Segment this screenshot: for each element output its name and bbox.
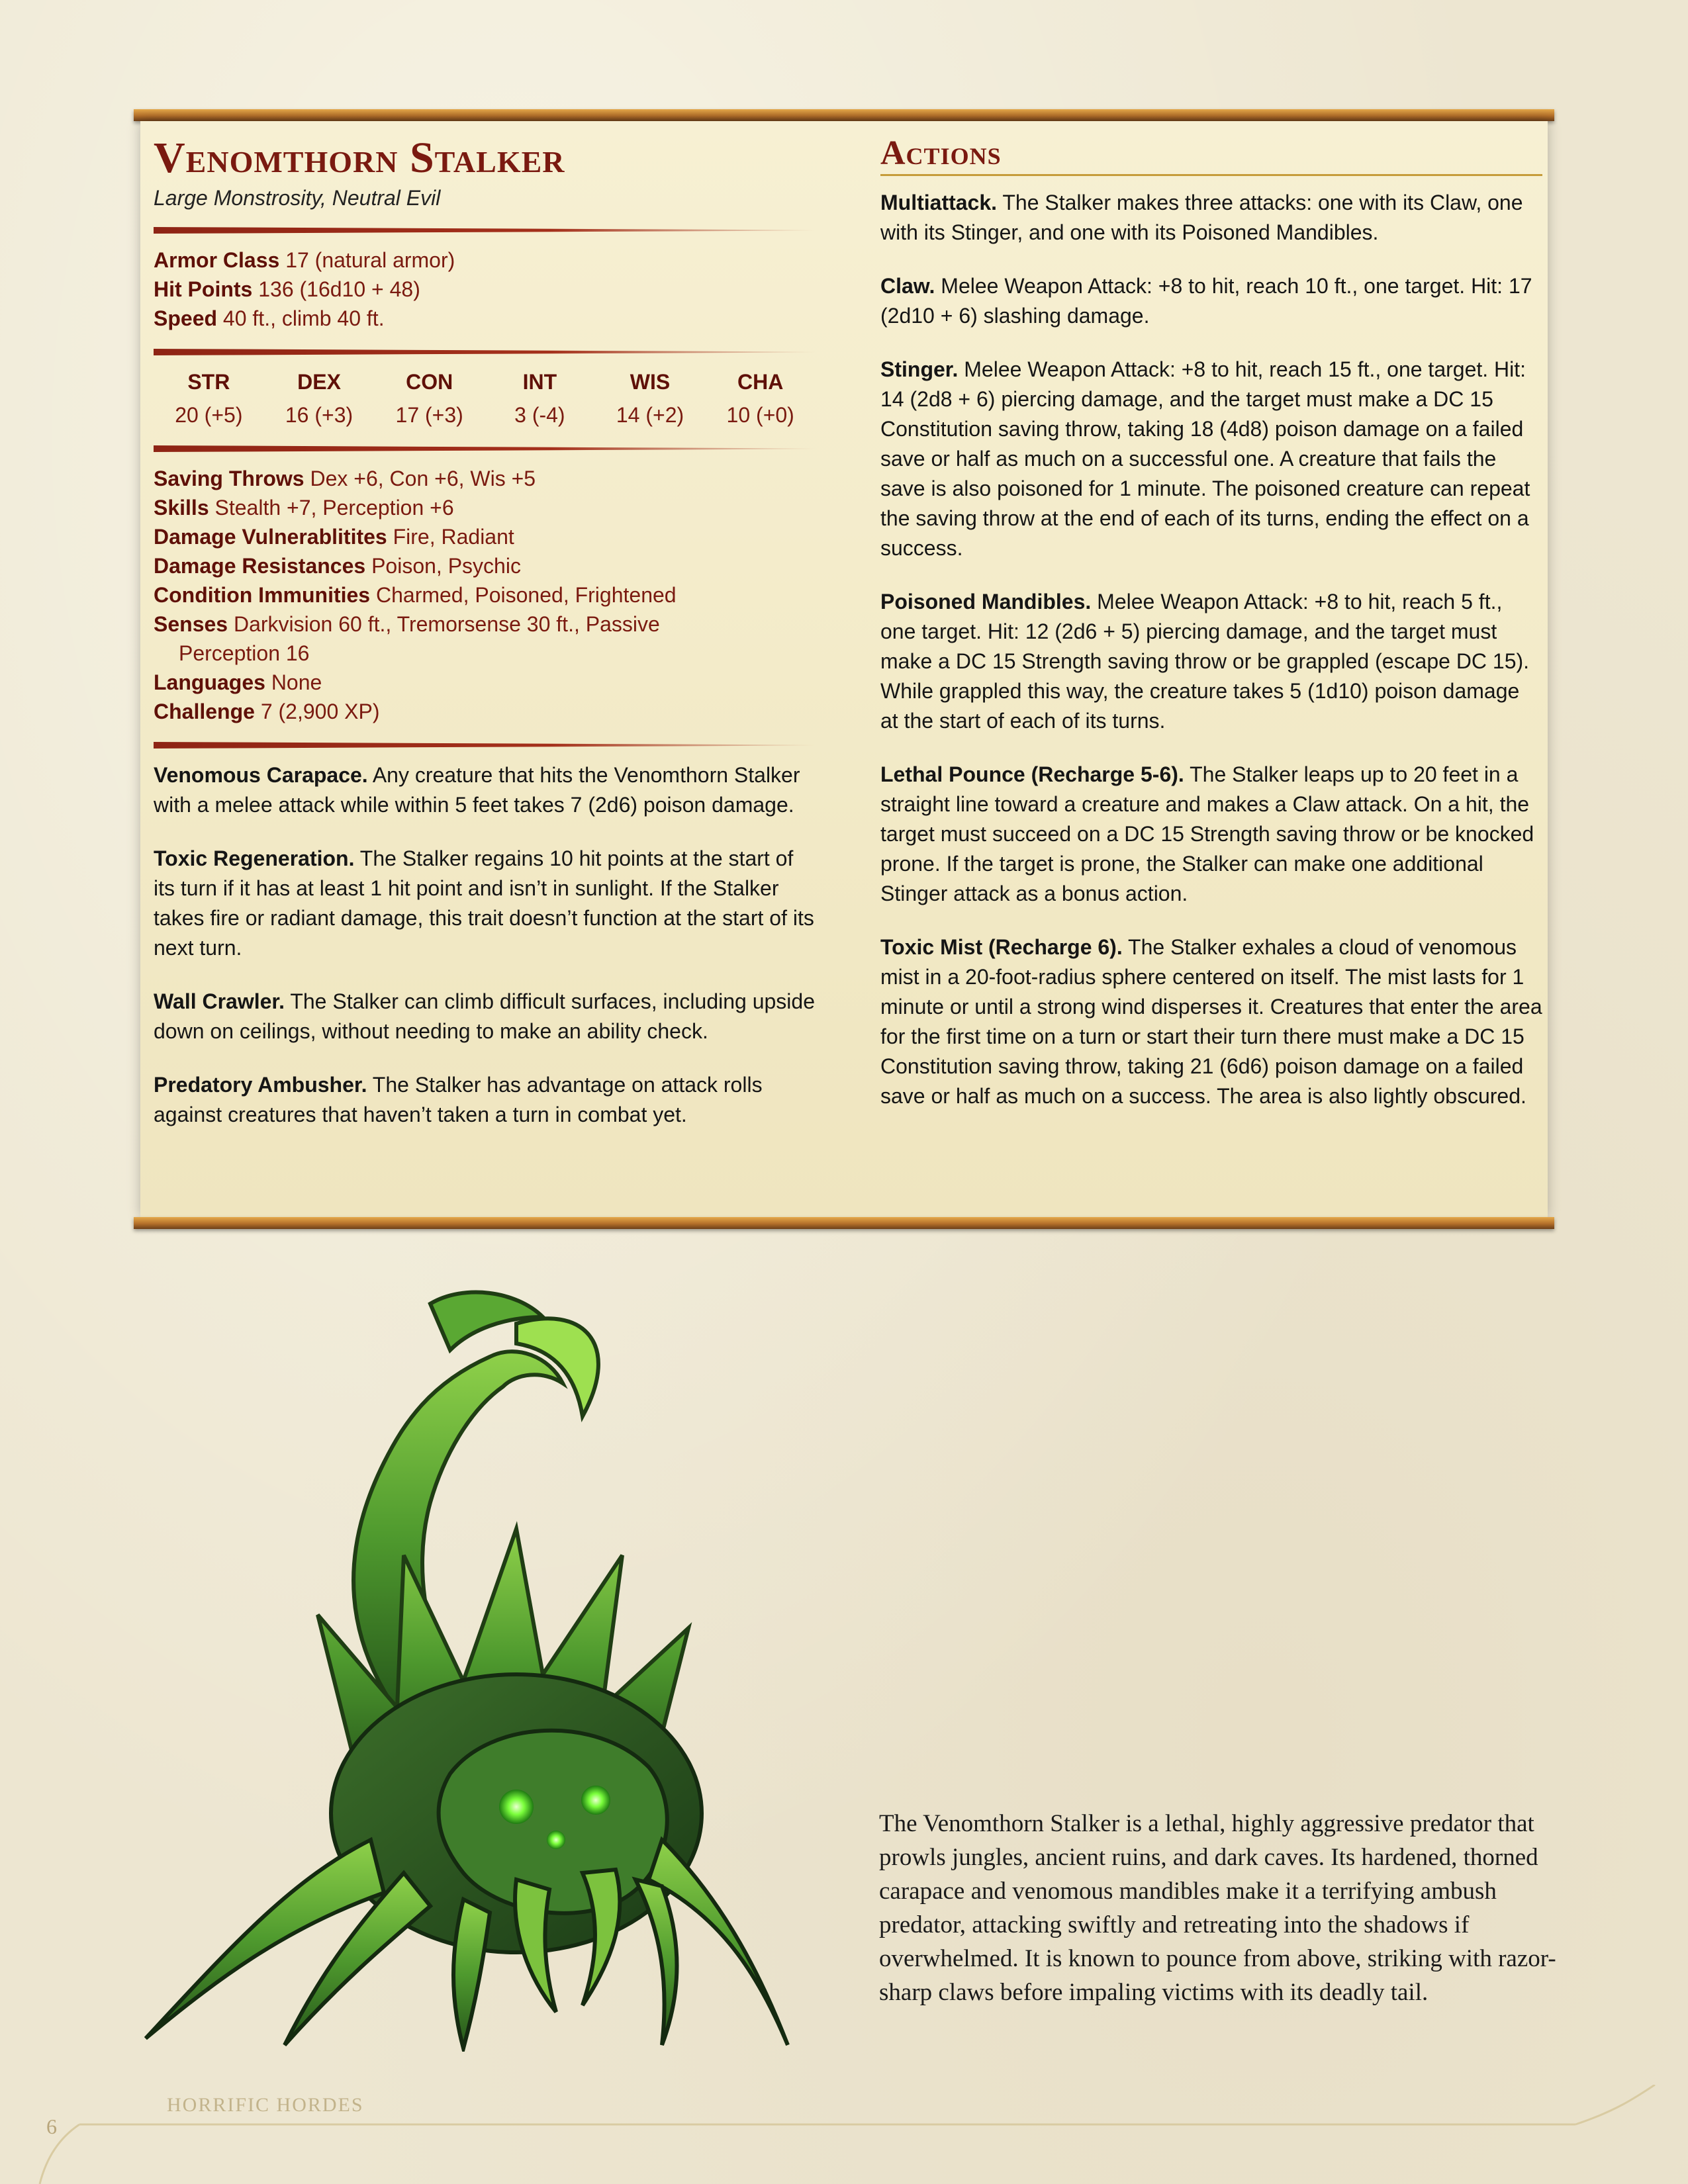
action-name: Claw.: [880, 274, 935, 298]
ability-scores: [154, 367, 816, 430]
ability-name: STR: [187, 370, 230, 394]
prop-value: Charmed, Poisoned, Frightened: [375, 583, 677, 607]
stat-block-left-column: [154, 134, 816, 1154]
ability-name: CHA: [737, 370, 784, 394]
prop-label: Languages: [154, 670, 265, 694]
trait: [154, 1070, 816, 1130]
stat-block-right-column: [880, 134, 1542, 1135]
trait-text: The Stalker regains 10 hit points at the start of its turn if it has at least 1 hit point and isn’t in sunlight. If the Stalker takes fire or radiant damage, this trait doesn’t function at the start of its next turn.: [154, 846, 814, 960]
action: [880, 587, 1542, 736]
action-name: Stinger.: [880, 357, 959, 381]
prop-label: Damage Resistances: [154, 554, 366, 578]
monster-name: Venomthorn Stalker: [154, 134, 565, 182]
action-name: Toxic Mist (Recharge 6).: [880, 935, 1123, 959]
prop-value: 136 (16d10 + 48): [258, 277, 420, 301]
languages: [154, 668, 816, 697]
action-text: The Stalker leaps up to 20 feet in a straight line toward a creature and makes a Claw attack. On a hit, the target must succeed on a DC 15 Strength saving throw or be knocked prone. If the target is prone, the Stalker can make one additional Stinger attack as a bonus action.: [880, 762, 1534, 905]
trait-text: The Stalker has advantage on attack rolls against creatures that haven’t taken a turn in combat yet.: [154, 1073, 763, 1126]
prop-value: 7 (2,900 XP): [260, 700, 380, 723]
ability-int: [485, 367, 595, 430]
prop-label: Challenge: [154, 700, 255, 723]
trait: [154, 844, 816, 963]
prop-label: Hit Points: [154, 277, 253, 301]
action-text: The Stalker exhales a cloud of venomous mist in a 20-foot-radius sphere centered on itself. The mist lasts for 1 minute or until a strong wind disperses it. Creatures that enter the area for the first time on a turn or start their turn there must make a DC 15 Constitution saving throw, taking 21 (6d6) poison damage on a failed save or half as much on a success. The area is also lightly obscured.: [880, 935, 1542, 1108]
stat-block-body: [140, 121, 1548, 1217]
action: [880, 188, 1542, 248]
trait-name: Predatory Ambusher.: [154, 1073, 367, 1097]
action-text: Melee Weapon Attack: +8 to hit, reach 5 ft., one target. Hit: 12 (2d6 + 5) piercing damage, and the target must make a DC 15 Strength saving throw or be grappled (escape DC 15). While grappled this way, the creature takes 5 (1d10) poison damage at the start of each of its turns.: [880, 590, 1530, 733]
trait: [154, 987, 816, 1046]
trait-name: Venomous Carapace.: [154, 763, 368, 787]
challenge: [154, 697, 816, 726]
senses: [154, 610, 816, 668]
actions-heading: Actions: [880, 134, 1542, 176]
divider: [154, 445, 816, 452]
prop-label: Speed: [154, 306, 218, 330]
prop-value: None: [271, 670, 322, 694]
divider: [154, 742, 816, 749]
ability-con: [374, 367, 485, 430]
condition-immunities: [154, 580, 816, 610]
action: [880, 271, 1542, 331]
ability-name: INT: [522, 370, 557, 394]
damage-vulnerabilities: [154, 522, 816, 551]
action-name: Multiattack.: [880, 191, 998, 214]
action: [880, 355, 1542, 563]
divider: [154, 349, 816, 355]
action-text: Melee Weapon Attack: +8 to hit, reach 15 ft., one target. Hit: 14 (2d8 + 6) piercing damage, and the target must make a DC 15 Constitution saving throw, taking 18 (4d8) poison damage on a failed save or half as much on a successful one. A creature that fails the save is also poisoned for 1 minute. The poisoned creature can repeat the saving throw at the end of each of its turns, ending the effect on a success.: [880, 357, 1530, 560]
action-name: Poisoned Mandibles.: [880, 590, 1092, 614]
prop-value: Fire, Radiant: [393, 525, 514, 549]
prop-value: Dex +6, Con +6, Wis +5: [310, 467, 536, 490]
creature-illustration: [119, 1244, 861, 2052]
ability-value: 14 (+2): [616, 403, 684, 427]
page-number: 6: [46, 2115, 57, 2138]
action-text: Melee Weapon Attack: +8 to hit, reach 10 ft., one target. Hit: 17 (2d10 + 6) slashing damage.: [880, 274, 1532, 328]
detail-stats: [154, 464, 816, 726]
ability-name: WIS: [630, 370, 671, 394]
damage-resistances: [154, 551, 816, 580]
divider: [154, 227, 816, 234]
ability-str: [154, 367, 264, 430]
ability-value: 20 (+5): [175, 403, 243, 427]
prop-label: Condition Immunities: [154, 583, 371, 607]
saving-throws: [154, 464, 816, 493]
traits: [154, 760, 816, 1130]
prop-label: Senses: [154, 612, 228, 636]
ability-value: 3 (-4): [514, 403, 565, 427]
action: [880, 760, 1542, 909]
hit-points: [154, 275, 816, 304]
skills: [154, 493, 816, 522]
prop-label: Damage Vulnerablitites: [154, 525, 387, 549]
ability-wis: [595, 367, 706, 430]
action: [880, 933, 1542, 1111]
action-name: Lethal Pounce (Recharge 5-6).: [880, 762, 1184, 786]
trait-name: Toxic Regeneration.: [154, 846, 355, 870]
prop-value: Stealth +7, Perception +6: [214, 496, 454, 520]
stat-block-top-bar: [134, 109, 1554, 121]
ability-value: 10 (+0): [726, 403, 794, 427]
prop-label: Skills: [154, 496, 209, 520]
trait-text: The Stalker can climb difficult surfaces, including upside down on ceilings, without needing to make an ability check.: [154, 989, 815, 1043]
prop-label: Armor Class: [154, 248, 280, 272]
speed: [154, 304, 816, 333]
ability-cha: [705, 367, 816, 430]
lore-text: The Venomthorn Stalker is a lethal, highly aggressive predator that prowls jungles, ancient ruins, and dark caves. Its hardened, thorned carapace and venomous mandibles make it a terrifying ambush predator, attacking swiftly and retreating into the shadows if overwhelmed. It is known to pounce from above, striking with razor-sharp claws before impaling victims with its deadly tail.: [879, 1810, 1556, 2006]
monster-type: Large Monstrosity, Neutral Evil: [154, 186, 441, 210]
trait-name: Wall Crawler.: [154, 989, 285, 1013]
basic-stats: [154, 246, 816, 333]
armor-class: [154, 246, 816, 275]
ability-value: 17 (+3): [395, 403, 463, 427]
ability-value: 16 (+3): [285, 403, 353, 427]
stat-block: [134, 109, 1554, 1229]
prop-value: Poison, Psychic: [371, 554, 521, 578]
ability-dex: [264, 367, 375, 430]
action-text: The Stalker makes three attacks: one with its Claw, one with its Stinger, and one with its Poisoned Mandibles.: [880, 191, 1523, 244]
prop-value: 40 ft., climb 40 ft.: [222, 306, 385, 330]
prop-value: Darkvision 60 ft., Tremorsense 30 ft., Passive: [233, 612, 660, 636]
trait: [154, 760, 816, 820]
prop-value: 17 (natural armor): [285, 248, 455, 272]
footer-book-title: HORRIFIC HORDES: [167, 2094, 364, 2116]
ability-name: DEX: [297, 370, 341, 394]
stat-block-bottom-bar: [134, 1217, 1554, 1229]
prop-label: Saving Throws: [154, 467, 305, 490]
trait-text: Any creature that hits the Venomthorn Stalker with a melee attack while within 5 feet takes 7 (2d6) poison damage.: [154, 763, 800, 817]
prop-value-continued: Perception 16: [179, 641, 310, 665]
ability-name: CON: [406, 370, 453, 394]
